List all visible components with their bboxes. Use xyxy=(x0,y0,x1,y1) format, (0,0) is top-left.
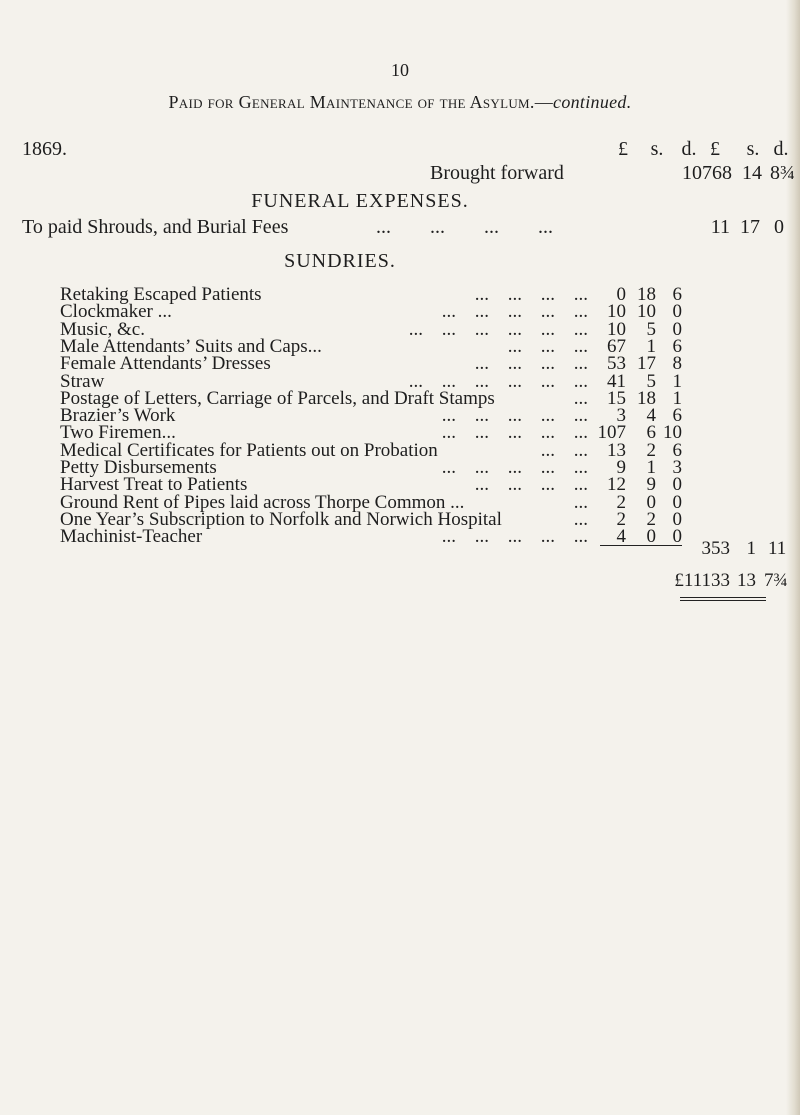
funeral-expenses-leader: ... ... ... ... xyxy=(376,216,553,238)
sundry-item-pounds: 0 xyxy=(616,284,626,305)
sundry-item-pence: 0 xyxy=(672,526,682,547)
funeral-expenses-heading: FUNERAL EXPENSES. xyxy=(251,190,469,212)
sundry-item-shillings: 4 xyxy=(646,405,656,426)
sundry-item-pounds: 41 xyxy=(607,371,626,392)
sundry-item-pounds: 4 xyxy=(616,526,626,547)
sundry-item-shillings: 9 xyxy=(646,474,656,495)
sundry-item-leader: ... ... ... ... ... xyxy=(441,422,588,443)
sundry-item-label: Brazier’s Work xyxy=(60,405,176,426)
sundry-item-pence: 3 xyxy=(672,457,682,478)
sundry-item-pounds: 2 xyxy=(616,492,626,513)
sundry-item-leader: ... ... ... ... ... xyxy=(441,457,588,478)
sundry-item-pence: 8 xyxy=(672,353,682,374)
sundry-item-label: Clockmaker ... xyxy=(60,301,172,322)
total-pence-header: d. xyxy=(773,138,789,160)
sundry-item-leader: ... ... ... ... ... ... xyxy=(408,319,588,340)
running-head xyxy=(0,92,800,113)
total-pounds-header: £ xyxy=(710,138,720,160)
brought-forward-label: Brought forward xyxy=(430,162,564,184)
sundry-item-leader: ... ... ... ... ... xyxy=(441,301,588,322)
sundry-item-label: Female Attendants’ Dresses xyxy=(60,353,271,374)
sundry-item-label: Two Firemen... xyxy=(60,422,176,443)
grand-total-pence: 7¾ xyxy=(764,570,788,591)
funeral-expenses-shillings: 17 xyxy=(740,216,760,238)
sundry-item-shillings: 5 xyxy=(646,371,656,392)
sub-pence-header: d. xyxy=(681,138,697,160)
sundry-item-leader: ... ... xyxy=(540,440,588,461)
sundry-item-label: Machinist-Teacher xyxy=(60,526,203,547)
sundry-item-label: Retaking Escaped Patients xyxy=(60,284,262,305)
sundry-item-label: Petty Disbursements xyxy=(60,457,217,478)
sub-shillings-header: s. xyxy=(650,138,664,160)
funeral-expenses-label: To paid Shrouds, and Burial Fees xyxy=(22,216,289,238)
sundry-item-shillings: 1 xyxy=(646,336,656,357)
sundry-item-pounds: 9 xyxy=(616,457,626,478)
sundry-item-pounds: 12 xyxy=(607,474,626,495)
sundry-item-pence: 6 xyxy=(672,336,682,357)
sundry-item-leader: ... ... ... ... ... xyxy=(441,526,588,547)
brought-forward-pence: 8¾ xyxy=(770,162,795,184)
sundries-total-shillings: 1 xyxy=(746,538,756,559)
year-label: 1869. xyxy=(22,138,67,160)
sundry-item-pence: 6 xyxy=(672,284,682,305)
sundry-item-pounds: 2 xyxy=(616,509,626,530)
sundry-item-shillings: 0 xyxy=(646,492,656,513)
sundry-item-leader: ... ... ... ... ... xyxy=(441,405,588,426)
sundry-item-label: Postage of Letters, Carriage of Parcels, and Draft Stamps xyxy=(60,388,495,409)
grand-total-pounds: £11133 xyxy=(674,570,730,591)
sub-pounds-header: £ xyxy=(618,138,628,160)
sundry-item-pounds: 67 xyxy=(607,336,626,357)
sundry-item-shillings: 17 xyxy=(637,353,656,374)
sundry-item-pounds: 107 xyxy=(597,422,626,443)
sundry-item-pence: 0 xyxy=(672,474,682,495)
sundries-subtotal-rule xyxy=(600,545,682,546)
grand-total-rule-2 xyxy=(680,600,766,601)
sundry-item-shillings: 1 xyxy=(646,457,656,478)
page-number: 10 xyxy=(391,60,409,80)
sundries-heading: SUNDRIES. xyxy=(284,250,396,272)
sundry-item-label: Male Attendants’ Suits and Caps... xyxy=(60,336,322,357)
sundry-item-pounds: 13 xyxy=(607,440,626,461)
sundry-item-label: Harvest Treat to Patients xyxy=(60,474,248,495)
sundries-total-pounds: 353 xyxy=(701,538,730,559)
sundry-item-pounds: 3 xyxy=(616,405,626,426)
sundry-item-pounds: 10 xyxy=(607,301,626,322)
running-head-continued: continued. xyxy=(553,92,632,112)
sundry-item-pence: 10 xyxy=(663,422,682,443)
sundry-item-label: Straw xyxy=(60,371,105,392)
sundry-item-pence: 6 xyxy=(672,405,682,426)
sundry-item-shillings: 2 xyxy=(646,440,656,461)
sundry-item-pence: 6 xyxy=(672,440,682,461)
grand-total-shillings: 13 xyxy=(737,570,756,591)
sundry-item-shillings: 6 xyxy=(646,422,656,443)
sundry-item-pounds: 53 xyxy=(607,353,626,374)
sundry-item-shillings: 2 xyxy=(646,509,656,530)
sundry-item-leader: ... xyxy=(573,388,588,409)
sundries-total-pence: 11 xyxy=(768,538,787,559)
sundry-item-shillings: 18 xyxy=(637,284,656,305)
sundry-item-shillings: 10 xyxy=(637,301,656,322)
sundry-item-shillings: 5 xyxy=(646,319,656,340)
sundry-item-pence: 0 xyxy=(672,509,682,530)
sundry-item-pounds: 10 xyxy=(607,319,626,340)
sundry-item-label: Medical Certificates for Patients out on Probation xyxy=(60,440,438,461)
funeral-expenses-pence: 0 xyxy=(774,216,784,238)
sundry-item-pounds: 15 xyxy=(607,388,626,409)
sundry-item-shillings: 18 xyxy=(637,388,656,409)
sundry-item-label: One Year’s Subscription to Norfolk and Norwich Hospital xyxy=(60,509,502,530)
sundry-item-leader: ... xyxy=(573,492,588,513)
sundry-item-pence: 1 xyxy=(672,388,682,409)
sundry-item-leader: ... xyxy=(573,509,588,530)
sundry-item-leader: ... ... ... ... ... ... xyxy=(408,371,588,392)
sundry-item-leader: ... ... ... ... xyxy=(474,353,588,374)
brought-forward-shillings: 14 xyxy=(742,162,762,184)
brought-forward-pounds: 10768 xyxy=(682,162,732,184)
sundry-item-pence: 0 xyxy=(672,301,682,322)
sundry-item-leader: ... ... ... ... xyxy=(474,474,588,495)
sundry-item-label: Music, &c. xyxy=(60,319,145,340)
running-head-title: Paid for General Maintenance of the Asylum. xyxy=(168,92,535,112)
sundry-item-shillings: 0 xyxy=(646,526,656,547)
sundry-item-label: Ground Rent of Pipes laid across Thorpe Common ... xyxy=(60,492,465,513)
sundry-item-pence: 0 xyxy=(672,319,682,340)
sundry-item-pence: 1 xyxy=(672,371,682,392)
sundry-item-leader: ... ... ... ... xyxy=(474,284,588,305)
sundry-item-pence: 0 xyxy=(672,492,682,513)
funeral-expenses-pounds: 11 xyxy=(710,216,730,238)
grand-total-rule-1 xyxy=(680,597,766,598)
total-shillings-header: s. xyxy=(746,138,760,160)
sundry-item-leader: ... ... ... xyxy=(507,336,588,357)
running-head-dash: — xyxy=(534,92,554,112)
